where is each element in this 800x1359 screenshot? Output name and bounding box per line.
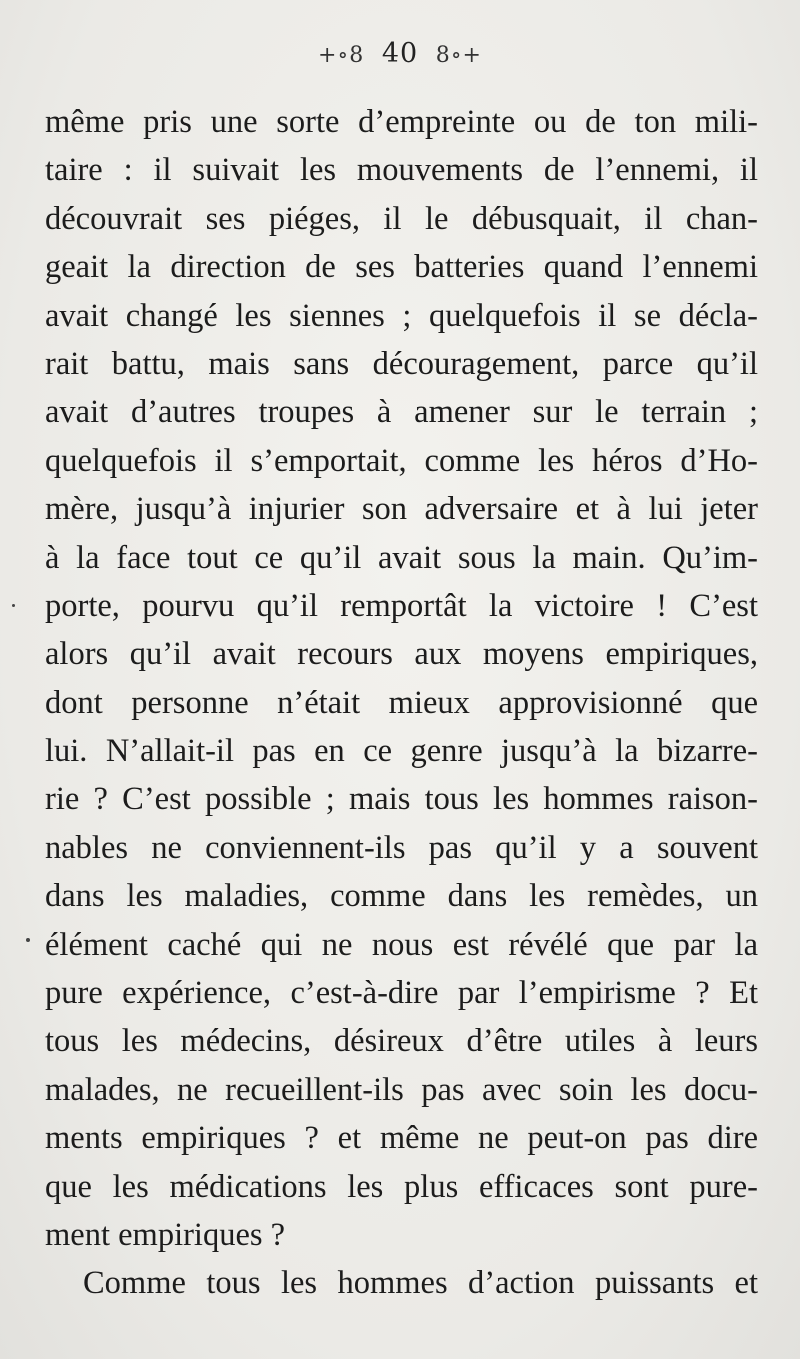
text-line: découvrait ses piéges, il le débusquait, il chan- [45, 200, 758, 237]
text-line: que les médications les plus efficaces sont pure- [45, 1168, 758, 1205]
print-speck [12, 604, 15, 607]
text-line: dont personne n’était mieux approvisionné que [45, 684, 758, 721]
text-line: dans les maladies, comme dans les remèdes, un [45, 878, 758, 915]
body-text [45, 98, 758, 1308]
text-line: pure expérience, c’est-à-dire par l’empirisme ? Et [45, 975, 758, 1012]
text-line: geait la direction de ses batteries quand l’ennemi [45, 249, 758, 286]
text-line: mère, jusqu’à injurier son adversaire et à lui jeter [45, 491, 758, 528]
text-line: avait d’autres troupes à amener sur le terrain ; [45, 394, 758, 431]
text-line: porte, pourvu qu’il remportât la victoire ! C’est [45, 587, 758, 624]
text-line-paragraph-start: Comme tous les hommes d’action puissants et [83, 1265, 758, 1302]
text-line: quelquefois il s’emportait, comme les héros d’Ho- [45, 442, 758, 479]
text-line: avait changé les siennes ; quelquefois il se décla- [45, 297, 758, 334]
text-line: à la face tout ce qu’il avait sous la main. Qu’im- [45, 539, 758, 576]
text-line: élément caché qui ne nous est révélé que par la [45, 926, 758, 963]
print-speck [26, 938, 30, 942]
page-number: 40 [381, 38, 419, 69]
text-line: malades, ne recueillent-ils pas avec soin les docu- [45, 1071, 758, 1108]
text-line: rait battu, mais sans découragement, parce qu’il [45, 345, 758, 382]
text-line: tous les médecins, désireux d’être utiles à leurs [45, 1023, 758, 1060]
text-line: alors qu’il avait recours aux moyens empiriques, [45, 636, 758, 673]
text-line: taire : il suivait les mouvements de l’ennemi, il [45, 152, 758, 189]
header-ornament-right: 8∘+ [435, 43, 482, 68]
text-line: même pris une sorte d’empreinte ou de ton mili- [45, 104, 758, 140]
page-header [0, 38, 800, 69]
text-line-paragraph-end: ment empiriques ? [45, 1216, 286, 1253]
text-line: ments empiriques ? et même ne peut-on pas dire [45, 1120, 758, 1157]
text-line: nables ne conviennent-ils pas qu’il y a souvent [45, 829, 758, 866]
text-line: lui. N’allait-il pas en ce genre jusqu’à la bizarre- [45, 733, 758, 770]
header-ornament-left: +∘8 [318, 43, 365, 68]
text-line: rie ? C’est possible ; mais tous les hommes raison- [45, 781, 758, 818]
